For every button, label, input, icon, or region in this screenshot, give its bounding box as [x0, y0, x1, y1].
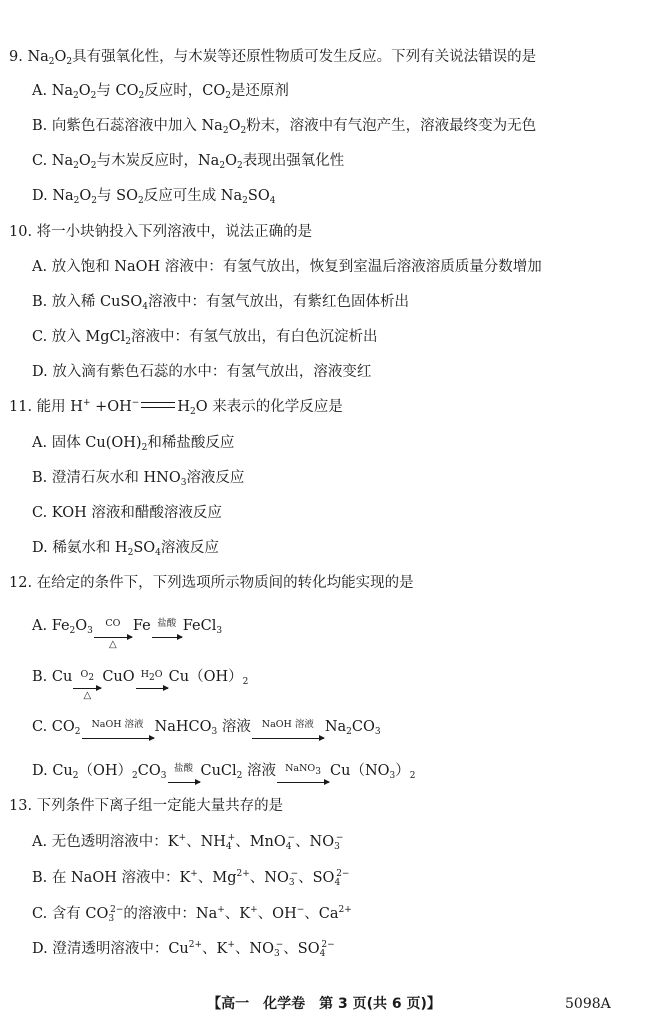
q12-option-c: C. $CO_2$ NaOH 溶液 NaHCO$_3$ 溶液 NaOH 溶液 $Na_2CO_3$ — [32, 719, 381, 737]
reaction-arrow: NaOH 溶液 — [82, 732, 154, 733]
paper-code: 5098A — [565, 996, 611, 1012]
q11-option-d: D. 稀氨水和 $H_2SO_4$溶液反应 — [32, 540, 219, 558]
q9-option-c: C. $Na_2O_2$与木炭反应时，$Na_2O_2$表现出强氧化性 — [32, 153, 345, 171]
q11-option-b: B. 澄清石灰水和 $HNO_3$溶液反应 — [32, 470, 245, 488]
q13-stem: 13. 下列条件下离子组一定能大量共存的是 — [9, 798, 284, 814]
equals-sign — [141, 402, 175, 408]
q13-option-a: A. 无色透明溶液中：K+、$NH_4^+$、MnO$_4$−、$NO_3^-$ — [32, 833, 344, 852]
q10-option-b: B. 放入稀 CuSO$_4$溶液中：有氢气放出，有紫红色固体析出 — [32, 294, 409, 312]
page-footer — [0, 994, 648, 1014]
q10-option-c: C. 放入 MgCl$_2$溶液中：有氢气放出，有白色沉淀析出 — [32, 329, 378, 347]
reaction-arrow: NaNO$_3$ — [277, 776, 329, 777]
q13-option-d: D. 澄清透明溶液中：$Cu^{2+}$、K+、$NO_3^-$、$SO_4^{2-}$ — [32, 940, 335, 959]
reaction-arrow: NaOH 溶液 — [252, 732, 324, 733]
reaction-arrow: 盐酸 — [168, 776, 200, 777]
reaction-arrow: 盐酸 — [152, 631, 182, 632]
q13-option-c: C. 含有 $CO_3^{2-}$的溶液中：Na+、K+、OH−、$Ca^{2+}$ — [32, 905, 352, 924]
reaction-arrow: $H_2O$ — [136, 682, 168, 683]
q13-option-b: B. 在 NaOH 溶液中：K+、$Mg^{2+}$、$NO_3^-$、$SO_4^{2-}$ — [32, 869, 350, 888]
q12-option-d: D. $Cu_2(OH)_2CO_3$ 盐酸 CuCl$_2$ 溶液 NaNO$_3$ $Cu(NO_3)_2$ — [32, 763, 416, 781]
q12-option-b: B. Cu $O_2$ △ CuO $H_2O$ $Cu(OH)_2$ — [32, 669, 249, 701]
reaction-arrow: $O_2$ △ — [73, 682, 101, 683]
q11-stem: 11. 能用 H+ +OH− $H_2O$ 来表示的化学反应是 — [9, 398, 343, 417]
q10-option-d: D. 放入滴有紫色石蕊的水中：有氢气放出，溶液变红 — [32, 364, 372, 380]
q12-stem: 12. 在给定的条件下，下列选项所示物质间的转化均能实现的是 — [9, 575, 414, 591]
q10-option-a: A. 放入饱和 NaOH 溶液中：有氢气放出，恢复到室温后溶液溶质质量分数增加 — [32, 259, 542, 275]
q10-stem: 10. 将一小块钠投入下列溶液中，说法正确的是 — [9, 224, 313, 240]
footer-title: 【高一 化学卷 第 3 页(共 6 页)】 — [207, 996, 441, 1012]
q11-option-a: A. 固体 $Cu(OH)_2$和稀盐酸反应 — [32, 435, 235, 453]
reaction-arrow: CO △ — [94, 631, 132, 632]
q9-stem: 9. $Na_2O_2$具有强氧化性，与木炭等还原性物质可发生反应。下列有关说法错误的是 — [9, 49, 537, 67]
q9-option-d: D. $Na_2O_2$与 $SO_2$反应可生成 $Na_2SO_4$ — [32, 188, 276, 206]
q12-option-a: A. $Fe_2O_3$ CO △ Fe 盐酸 FeCl$_3$ — [32, 618, 223, 650]
q9-option-b: B. 向紫色石蕊溶液中加入 $Na_2O_2$粉末，溶液中有气泡产生，溶液最终变为无色 — [32, 118, 537, 136]
q9-option-a: A. $Na_2O_2$与 $CO_2$反应时，$CO_2$是还原剂 — [32, 83, 289, 101]
q11-option-c: C. KOH 溶液和醋酸溶液反应 — [32, 505, 222, 521]
